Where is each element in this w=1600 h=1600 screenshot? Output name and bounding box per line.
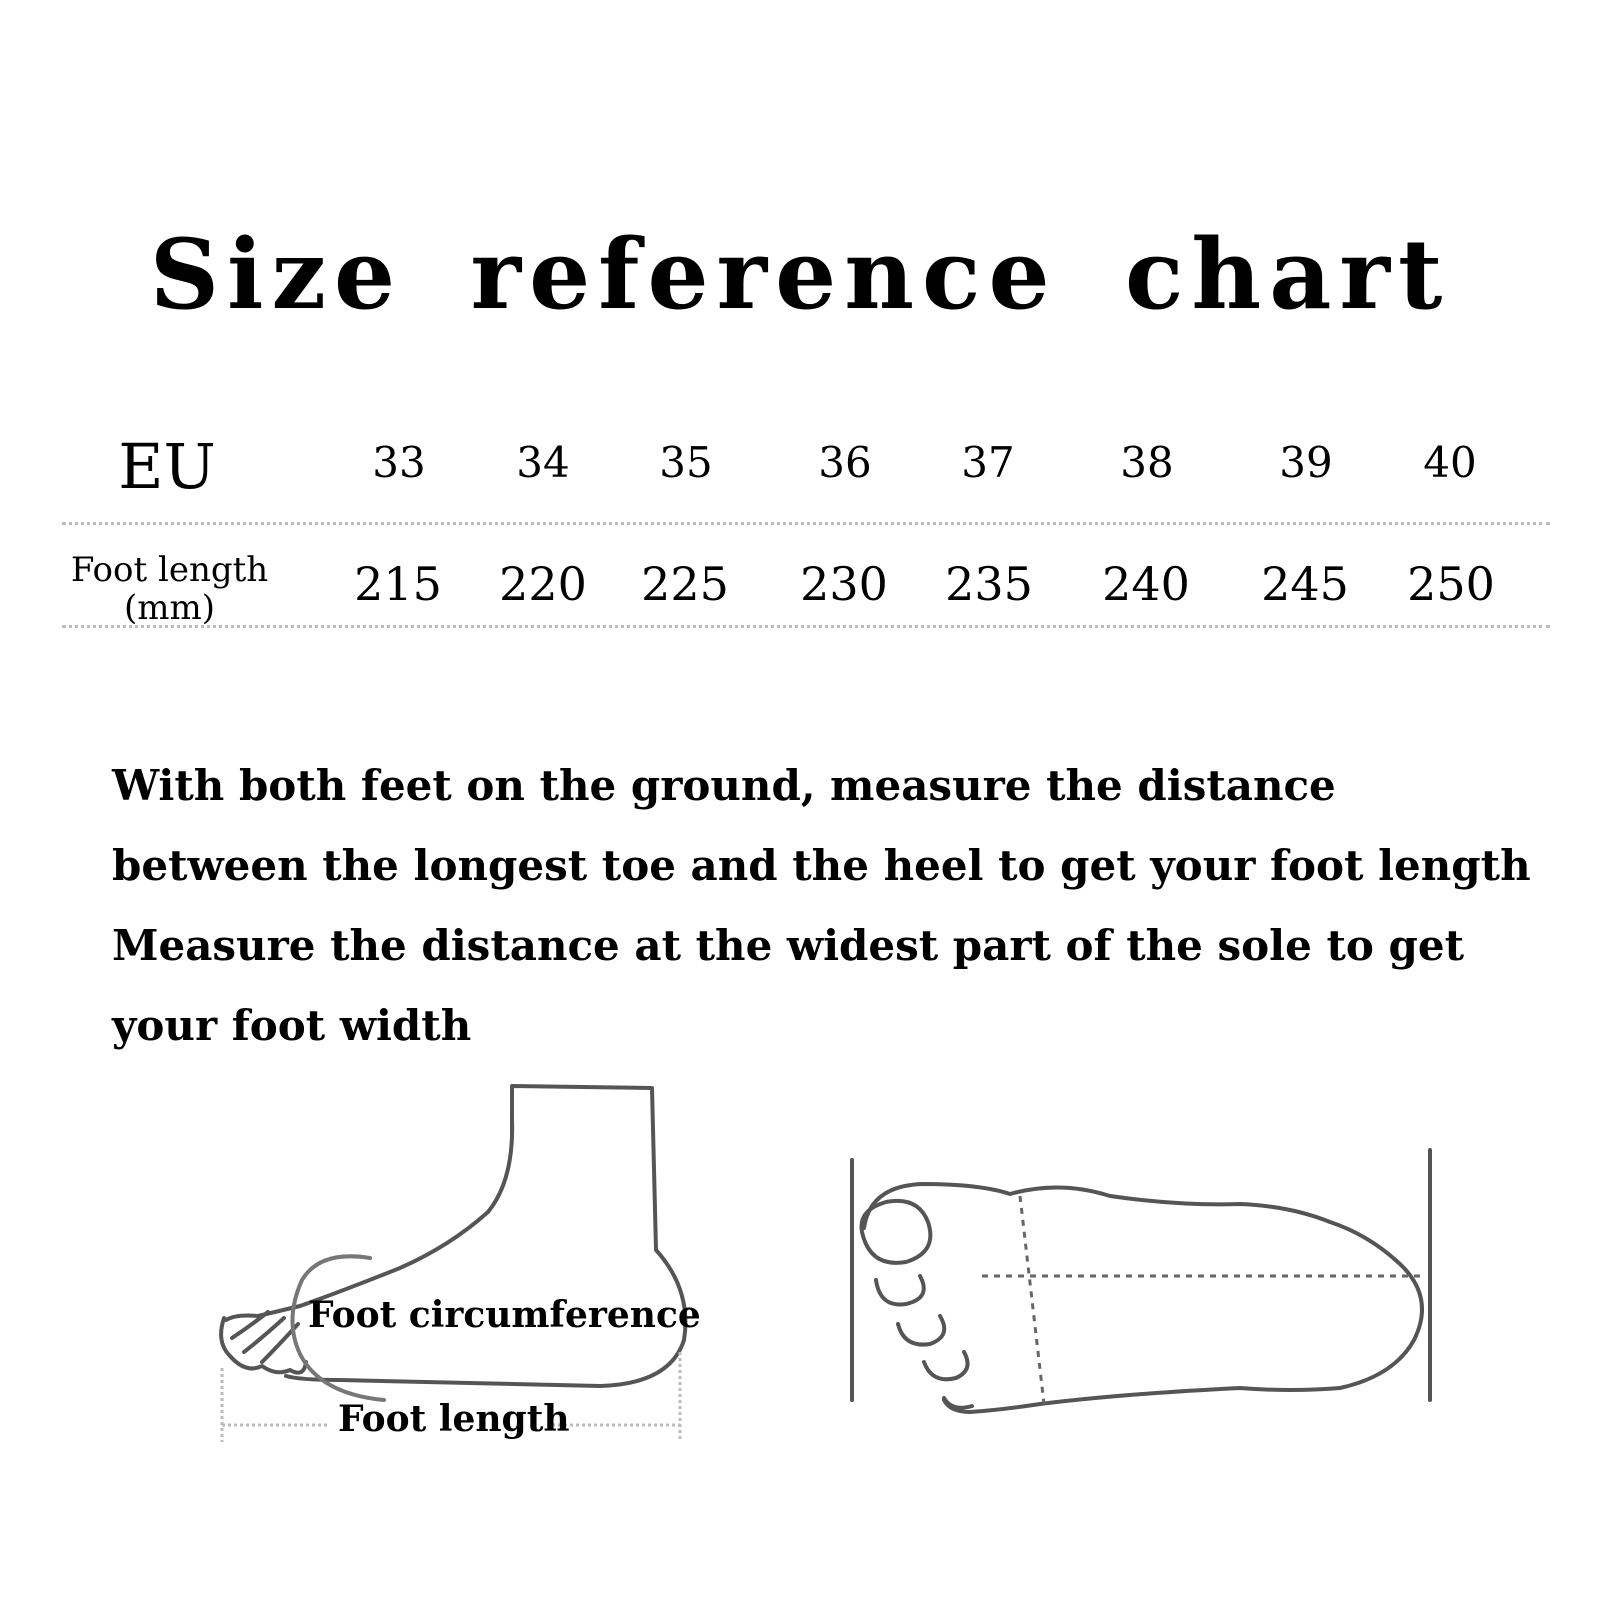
eu-size-row: [62, 430, 1550, 522]
foot-outline: [286, 1086, 685, 1386]
eu-size-cell: 39: [1279, 438, 1333, 487]
instruction-line: between the longest toe and the heel to get your foot length: [112, 841, 1531, 890]
measurement-instructions: [112, 746, 1532, 1066]
foot-length-cell: 230: [800, 557, 888, 611]
foot-length-cell: 240: [1102, 557, 1190, 611]
row-divider: [62, 625, 1550, 628]
toes-outline: [221, 1318, 306, 1373]
foot-length-row: [62, 533, 1550, 628]
width-measure-line: [1020, 1196, 1044, 1404]
sole-outline: [864, 1184, 1422, 1412]
foot-length-label-text: Foot length: [70, 550, 269, 590]
instep-outline: [226, 1120, 512, 1320]
eu-size-cell: 35: [659, 438, 713, 487]
size-table: [62, 430, 1550, 628]
foot-length-diagram-label: Foot length: [338, 1398, 570, 1440]
foot-length-cell: 245: [1261, 557, 1349, 611]
big-toe: [862, 1201, 931, 1263]
page-title: Size reference chart: [149, 218, 1451, 331]
eu-size-cell: 37: [961, 438, 1015, 487]
eu-size-cell: 36: [818, 438, 872, 487]
foot-length-cell: 225: [641, 557, 729, 611]
eu-label: EU: [118, 430, 216, 503]
foot-length-cell: 250: [1407, 557, 1495, 611]
eu-size-cell: 38: [1120, 438, 1174, 487]
foot-length-cell: 220: [499, 557, 587, 611]
instruction-line: your foot width: [112, 1001, 472, 1050]
foot-circumference-label: Foot circumference: [308, 1294, 701, 1336]
instruction-line: Measure the distance at the widest part of the sole to get: [112, 921, 1464, 970]
foot-length-label: [62, 551, 277, 627]
eu-size-cell: 34: [516, 438, 570, 487]
foot-length-cell: 215: [354, 557, 442, 611]
instruction-line: With both feet on the ground, measure the distance: [112, 761, 1336, 810]
row-divider: [62, 522, 1550, 525]
eu-size-cell: 40: [1423, 438, 1477, 487]
eu-size-cell: 33: [372, 438, 426, 487]
foot-length-cell: 235: [945, 557, 1033, 611]
foot-length-unit: (mm): [123, 588, 215, 628]
